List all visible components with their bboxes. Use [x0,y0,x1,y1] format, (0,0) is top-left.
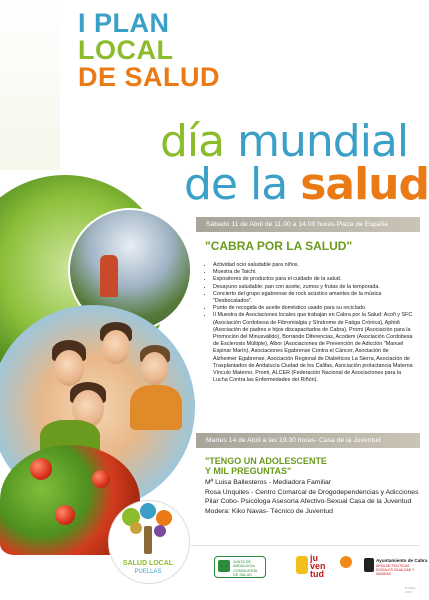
hiker-figure [100,255,118,297]
activity-item: • Concierto del grupo egabrense de rock acústico amantes de la música "Desbocalados". [213,291,413,305]
tree-leaf-2 [140,503,156,519]
tomato-1 [30,458,52,480]
speaker-line: Pilar Cobo- Psicóloga Asesoría Afectivo-Sexual Casa de la Juventud [205,498,412,505]
activity-item: • Punto de recogida de aceite doméstico usado para su reciclado. [213,305,413,312]
teen-face-3 [141,352,168,385]
sun-icon [340,556,352,568]
teen-face-2 [102,330,130,364]
junta-andalucia-logo [214,556,266,578]
event1-activities [205,262,413,384]
event2-speakers [205,478,419,516]
tree-leaf-4 [130,522,142,534]
speaker-line: Modera: Kiko Navas- Técnico de Juventud [205,507,333,515]
plan-title-line3: DE SALUD [78,62,221,92]
tree-leaf-5 [154,525,166,537]
activity-item: • Muestra de Taichi. [213,269,413,276]
juventud-logo [296,554,330,580]
speaker-line: Mª Luisa Ballesteros - Mediadora Familiar [205,479,332,486]
activity-item: • Expositores de productos para el cuidado de la salud. [213,276,413,283]
event2-date-bar: Martes 14 de Abril a las 19.30 horas- Casa de la Juventud [196,433,420,448]
teen-shirt-orange [130,385,182,430]
activity-item: • II Muestra de Asociaciones locales que trabajan en Cabra por la Salud: Acofi y SFC (Asociación Cordobesa de Fibromialgia y Síndrome de Fatiga Crónica), Aphidi (Asociación de padres e hijos discapacitados de Cabra), Promi (Asociación para la Promoción del Minusválido), Borrando Diferencias, Acodem (Asociación Cordobesa de Esclerosis Múltiple), Albor (Asociaciones de Prevención de Adicción "Manuel Espinar Marín), Asociaciones Egabrense Contra el Cáncer, Asociación de Alzheimer Egabrense, Asociación Regional de Diabéticos La Sierra, Asociación de Trasplantados de Andalucía Ciudad de los Califas, Asociación prolactancia Materna Vínculo Materno, Promi, ALCER (Federación Nacional de Asociaciones para la Lucha Contra las Enfermedades del Riñón). [213,312,413,384]
sun-logo [340,556,362,576]
crest-icon [364,558,374,572]
ayuntamiento-name: Ayuntamiento de Cabra [376,558,428,563]
header-background [0,0,60,170]
event2-title [205,456,327,476]
speaker-line: Rosa Unquiles - Centro Comarcal de Drogodependencias y Adicciones [205,488,419,496]
headline-word-de-la: de la [184,159,288,210]
junta-logo-text: JUNTA DE ANDALUCIA CONSEJERÍA DE SALUD [233,560,258,578]
headline-line2 [184,159,429,210]
ayuntamiento-logo [364,556,428,578]
event1-title: "CABRA POR LA SALUD" [205,239,353,253]
headline-word-mundial: mundial [237,116,409,167]
headline-word-salud: salud [300,159,429,210]
event2-title-line1: "TENGO UN ADOLESCENTE [205,456,327,466]
headline-line1 [160,116,409,167]
plan-title-line2: LOCAL [78,35,174,65]
footer-divider [190,545,420,546]
event2-title-line2: Y MIL PREGUNTAS" [205,466,292,476]
plan-title-line1: I PLAN [78,8,170,38]
salud-local-subcaption: PUELLAS [134,569,162,575]
teen-face-1 [54,350,84,386]
tomato-2 [92,470,110,488]
juventud-figure-icon [296,556,308,574]
tomato-3 [55,505,75,525]
plan-title [78,10,220,91]
activity-item: • Actividad ocio saludable para niños. [213,262,413,269]
ayuntamiento-area: ÁREA DE POLÍTICAS SOCIALES IGUALDAD Y SANIDAD [376,564,415,576]
tree-leaf-3 [156,510,172,526]
activity-item: • Desayuno saludable: pan con aceite, zumos y frutas de la temporada. [213,284,413,291]
salud-local-caption: SALUD LOCAL [122,560,174,567]
junta-emblem-icon [218,560,230,572]
print-code: DT0001-2009 [405,586,417,594]
headline-word-dia: día [160,116,225,167]
event1-date-bar: Sábado 11 de Abril de 11.00 a 14.00 horas-Plaza de España [196,217,420,232]
tree-trunk [144,526,152,554]
juventud-logo-text: ju ven tud [310,553,326,579]
